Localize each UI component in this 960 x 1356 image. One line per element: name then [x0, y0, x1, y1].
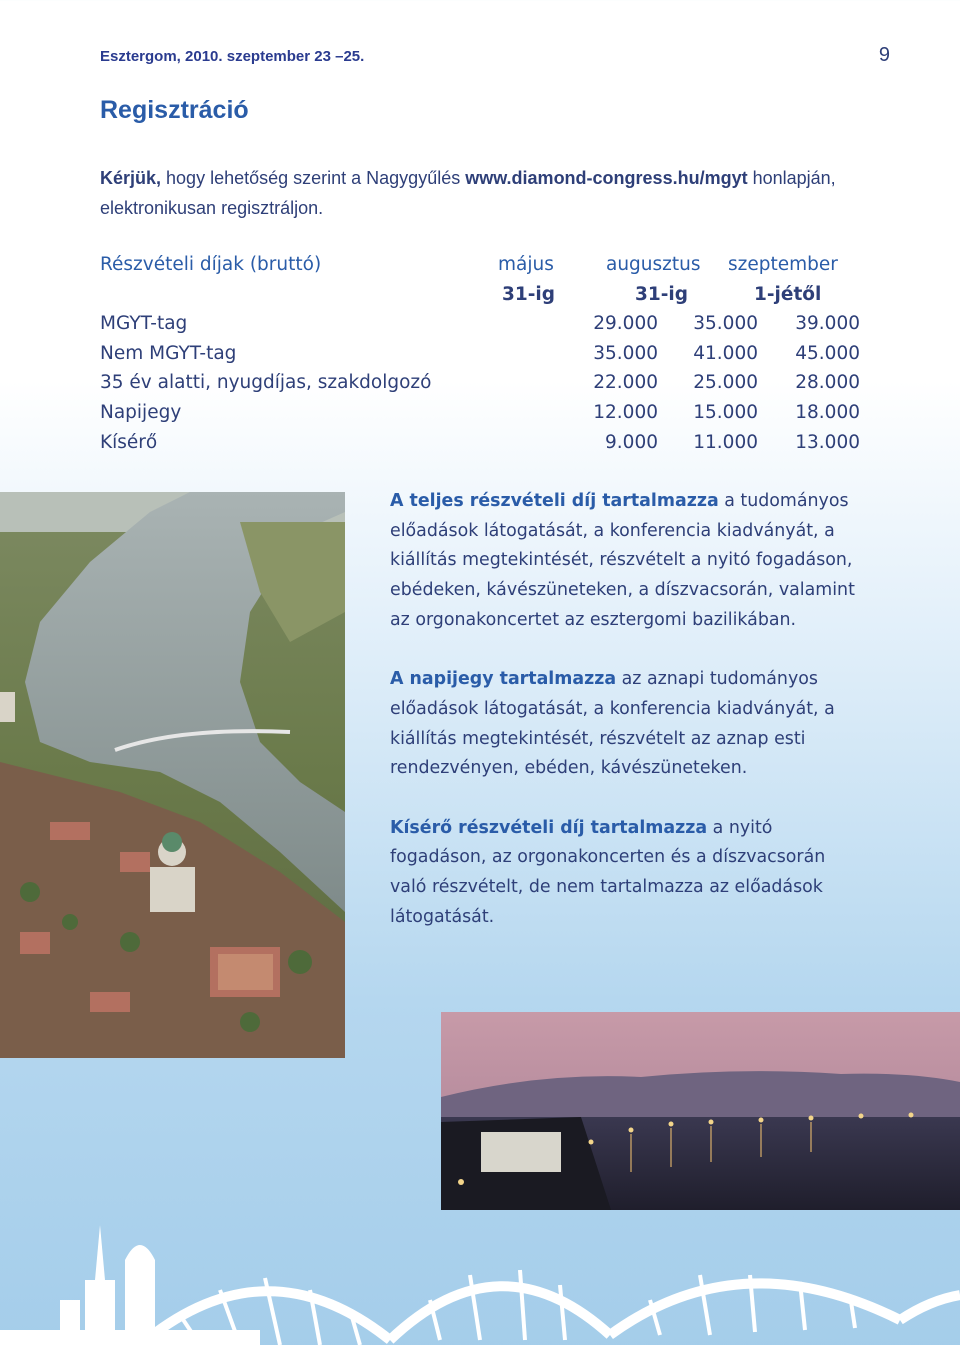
fee-cell: 18.000 [795, 401, 860, 423]
description-text: a nyitó fogadáson, az orgonakoncerten és a díszvacsorán való részvételt, de nem tartalmazza az előadások látogatását. [390, 817, 826, 927]
column-subheader: 1-jétől [754, 283, 822, 305]
row-label: 35 év alatti, nyugdíjas, szakdolgozó [100, 372, 432, 394]
fee-cell: 35.000 [693, 313, 758, 335]
intro-bold: Kérjük, [100, 168, 162, 188]
table-row [100, 398, 860, 428]
column-subheader: 31-ig [635, 283, 689, 305]
description-highlight: A napijegy tartalmazza [390, 669, 617, 690]
fee-cell: 28.000 [795, 372, 860, 394]
fees-header-label: Részvételi díjak (bruttó) [100, 254, 322, 275]
row-label: MGYT-tag [100, 313, 188, 335]
fee-cell: 11.000 [693, 431, 758, 453]
fees-header-row [100, 250, 860, 280]
fee-cell: 35.000 [593, 342, 658, 364]
fee-cell: 39.000 [795, 313, 860, 335]
registration-url[interactable]: www.diamond-congress.hu/mgyt [465, 168, 748, 188]
description-text: a tudományos előadások látogatását, a konferencia kiadványát, a kiállítás megtekintését, részvételt a nyitó fogadáson, ebédeken, kávészüneteken, a díszvacsorán, valamint az orgonakoncertet az esztergomi bazilikában. [390, 491, 855, 630]
page-title: Regisztráció [100, 96, 249, 124]
column-header: szeptember [728, 254, 838, 275]
table-row [100, 339, 860, 369]
bridge-silhouette [0, 1220, 960, 1356]
night-photo [441, 1012, 960, 1210]
fee-cell: 13.000 [795, 431, 860, 453]
intro-text-end: honlapján, elektronikusan regisztráljon. [100, 168, 836, 218]
row-label: Napijegy [100, 401, 182, 423]
conference-title: Esztergom, 2010. szeptember 23 –25. [100, 48, 365, 65]
full-fee-description [390, 487, 860, 636]
companion-fee-description [390, 814, 860, 933]
row-label: Nem MGYT-tag [100, 342, 237, 364]
row-label: Kísérő [100, 431, 158, 453]
fees-table [100, 250, 860, 457]
page-number: 9 [878, 44, 890, 66]
day-ticket-description [390, 665, 860, 784]
fee-cell: 25.000 [693, 372, 758, 394]
fee-cell: 15.000 [693, 401, 758, 423]
fee-cell: 12.000 [593, 401, 658, 423]
description-text: az aznapi tudományos előadások látogatását, a konferencia kiadványát, a kiállítás megtekintését, részvételt az aznap esti rendezvényen, ebéden, kávészüneteken. [390, 669, 835, 779]
table-row [100, 309, 860, 339]
fees-subheader-row [100, 280, 860, 310]
column-subheader: 31-ig [502, 283, 556, 305]
fee-cell: 29.000 [593, 313, 658, 335]
fee-descriptions [390, 487, 860, 962]
description-highlight: Kísérő részvételi díj tartalmazza [390, 817, 708, 838]
intro-paragraph [100, 163, 880, 223]
fee-cell: 45.000 [795, 342, 860, 364]
fee-cell: 22.000 [593, 372, 658, 394]
table-row [100, 428, 860, 458]
fee-cell: 41.000 [693, 342, 758, 364]
page-header [100, 44, 890, 72]
description-highlight: A teljes részvételi díj tartalmazza [390, 491, 719, 511]
fee-cell: 9.000 [605, 431, 658, 453]
intro-text: hogy lehetőség szerint a Nagygyűlés [161, 168, 466, 188]
column-header: augusztus [606, 254, 701, 275]
column-header: május [498, 254, 554, 275]
table-row [100, 368, 860, 398]
aerial-photo [0, 492, 345, 1058]
